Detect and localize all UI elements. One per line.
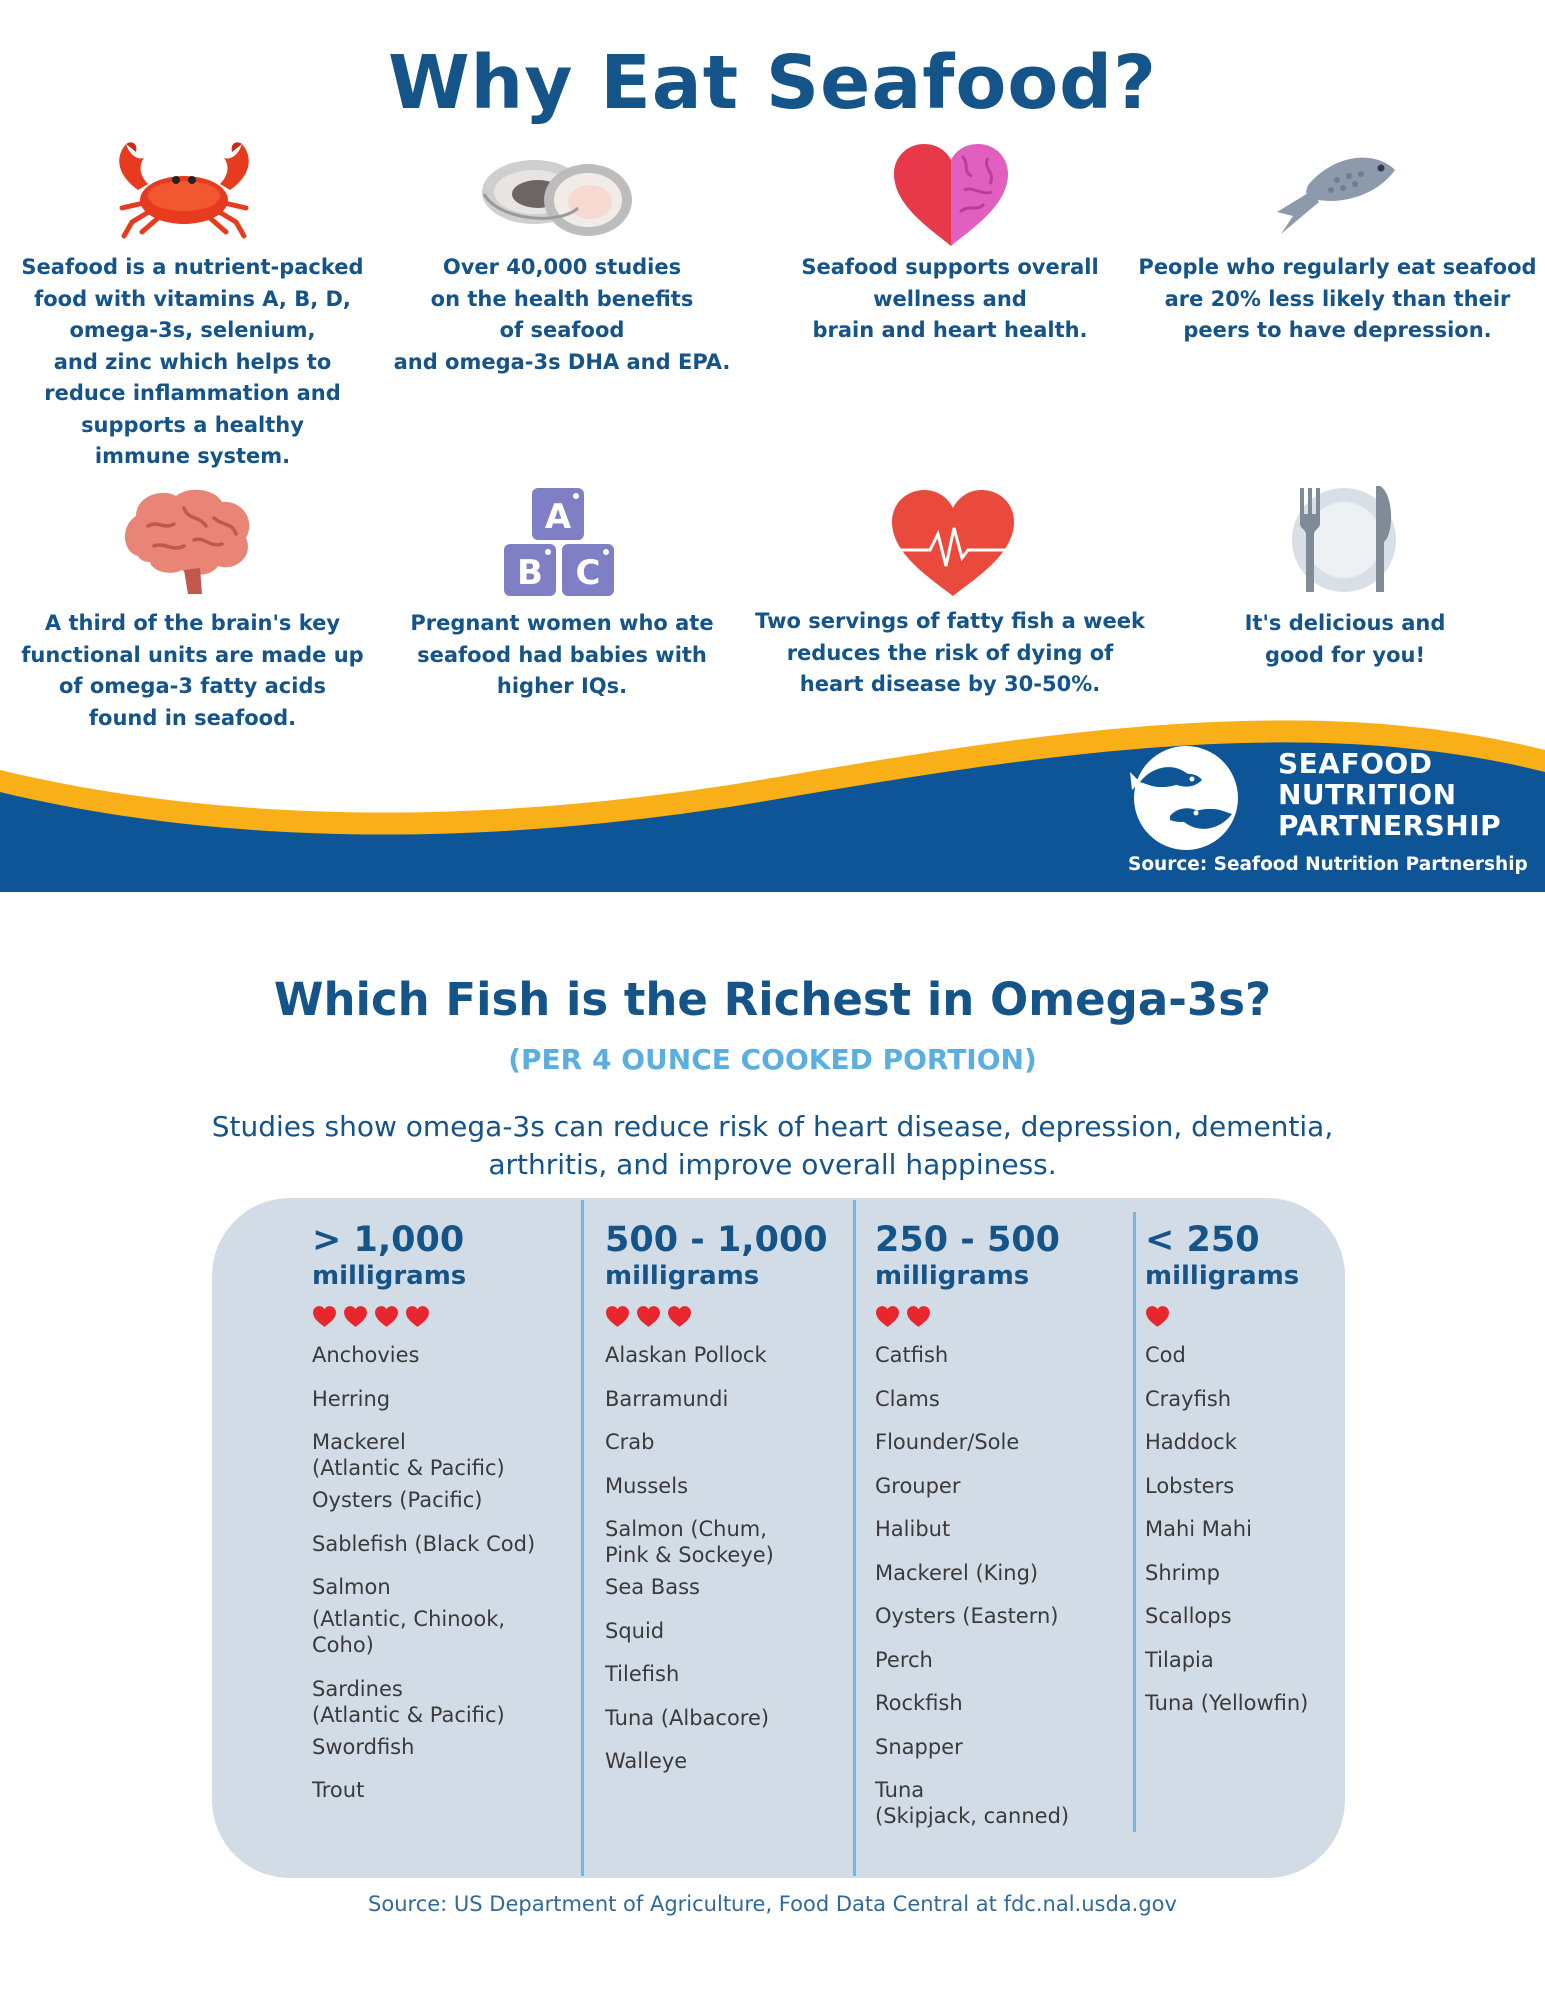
omega-section-subtitle: (PER 4 OUNCE COOKED PORTION): [508, 1043, 1037, 1076]
column-range: 250 - 500: [875, 1220, 1061, 1260]
seafood-nutrition-partnership-logo: [1130, 742, 1242, 854]
fact-studies: Over 40,000 studies on the health benefits of seafood and omega-3s DHA and EPA.: [393, 255, 731, 374]
column-divider: [853, 1200, 856, 1876]
fish-list: [605, 1342, 845, 1774]
list-item: Halibut: [875, 1517, 951, 1541]
list-item: Crayfish: [1145, 1386, 1232, 1411]
fish-list: [875, 1342, 1130, 1829]
list-item: Flounder/Sole: [875, 1430, 1020, 1454]
omega-section-title: Which Fish is the Richest in Omega-3s?: [273, 973, 1272, 1026]
crab-icon: [108, 136, 260, 240]
list-item: Mackerel (King): [875, 1560, 1039, 1585]
heart-rating: [312, 1300, 580, 1332]
heart-icon: [405, 1304, 430, 1329]
heart-icon: [906, 1304, 931, 1329]
list-item: Tilapia: [1145, 1647, 1214, 1672]
list-item: Anchovies: [312, 1343, 420, 1367]
abc-blocks-icon: [500, 484, 618, 600]
heart-icon: [343, 1304, 368, 1329]
fish-icon: [1275, 150, 1401, 236]
heart-icon: [605, 1304, 630, 1329]
heart-icon: [875, 1304, 900, 1329]
list-item: Perch: [875, 1647, 933, 1672]
brain-icon: [118, 486, 256, 598]
fish-list: [312, 1342, 580, 1803]
omega-section-description: Studies show omega-3s can reduce risk of heart disease, depression, dementia, arthritis, and improve overall happiness.: [211, 1110, 1334, 1181]
list-item: Sablefish (Black Cod): [312, 1531, 536, 1556]
list-item: Grouper: [875, 1473, 961, 1498]
fact-pregnancy: Pregnant women who ate seafood had babies with higher IQs.: [410, 611, 714, 698]
list-item: Snapper: [875, 1734, 963, 1759]
list-item: Catfish: [875, 1343, 949, 1367]
list-item: Alaskan Pollock: [605, 1343, 767, 1367]
heart-rating: [605, 1300, 845, 1332]
fact-wellness: Seafood supports overall wellness and brain and heart health.: [801, 255, 1099, 342]
heart-brain-icon: [892, 142, 1010, 248]
omega-column-under-250: [1145, 1220, 1340, 1734]
list-item: Mackerel (Atlantic & Pacific): [312, 1430, 505, 1480]
list-item: Swordfish: [312, 1734, 415, 1759]
heart-icon: [374, 1304, 399, 1329]
list-item: Salmon: [312, 1575, 391, 1599]
heart-rating: [875, 1300, 1130, 1332]
fact-heart-disease: Two servings of fatty fish a week reduces the risk of dying of heart disease by 30-50%.: [755, 609, 1145, 696]
fish-list: [1145, 1342, 1340, 1716]
page-title: Why Eat Seafood?: [387, 40, 1158, 126]
list-item: Cod: [1145, 1343, 1186, 1367]
column-unit: milligrams: [605, 1261, 760, 1291]
list-item: Haddock: [1145, 1430, 1237, 1454]
list-item: Shrimp: [1145, 1560, 1220, 1585]
list-item: Trout: [312, 1778, 365, 1802]
plate-fork-knife-icon: [1286, 484, 1402, 596]
column-divider: [1133, 1212, 1136, 1832]
omega-column-over-1000: [312, 1220, 580, 1821]
column-range: 500 - 1,000: [605, 1220, 828, 1260]
column-unit: milligrams: [1145, 1261, 1300, 1291]
list-item: Crab: [605, 1430, 655, 1454]
column-divider: [581, 1200, 584, 1876]
heart-icon: [1145, 1304, 1170, 1329]
list-item: Salmon (Chum, Pink & Sockeye): [605, 1517, 774, 1567]
list-item: Oysters (Eastern): [875, 1604, 1059, 1628]
fact-delicious: It's delicious and good for you!: [1244, 611, 1446, 667]
heart-rating: [1145, 1300, 1340, 1332]
list-item: Mahi Mahi: [1145, 1517, 1252, 1541]
svg-text:C: C: [575, 553, 601, 593]
heartbeat-icon: [884, 488, 1022, 598]
source-credit-top: Source: Seafood Nutrition Partnership: [1128, 854, 1528, 875]
heart-icon: [667, 1304, 692, 1329]
brand-name: SEAFOOD NUTRITION PARTNERSHIP: [1278, 747, 1502, 842]
list-item: Herring: [312, 1386, 391, 1411]
svg-text:B: B: [517, 553, 543, 593]
heart-icon: [636, 1304, 661, 1329]
fact-nutrients: Seafood is a nutrient-packed food with vitamins A, B, D, omega-3s, selenium, and zinc which helps to reduce inflammation and supports a healthy immune system.: [21, 255, 364, 468]
list-item: Mussels: [605, 1473, 689, 1498]
omega-column-500-1000: [605, 1220, 845, 1792]
column-range: < 250: [1145, 1220, 1260, 1260]
column-unit: milligrams: [312, 1261, 467, 1291]
list-item: Scallops: [1145, 1604, 1232, 1628]
list-item: Tuna (Skipjack, canned): [875, 1778, 1070, 1828]
fact-depression: People who regularly eat seafood are 20% less likely than their peers to have depression.: [1138, 255, 1537, 342]
column-range: > 1,000: [312, 1220, 465, 1260]
list-item: (Atlantic, Chinook, Coho): [312, 1607, 506, 1657]
list-item: Lobsters: [1145, 1473, 1235, 1498]
list-item: Tilefish: [605, 1662, 680, 1686]
svg-text:A: A: [544, 497, 572, 537]
list-item: Oysters (Pacific): [312, 1488, 483, 1512]
source-credit-bottom: Source: US Department of Agriculture, Food Data Central at fdc.nal.usda.gov: [368, 1892, 1177, 1916]
fact-brain: A third of the brain's key functional units are made up of omega-3 fatty acids found in seafood.: [21, 611, 364, 730]
list-item: Sardines (Atlantic & Pacific): [312, 1676, 505, 1727]
list-item: Rockfish: [875, 1691, 963, 1715]
list-item: Clams: [875, 1386, 940, 1411]
list-item: Barramundi: [605, 1386, 729, 1411]
list-item: Sea Bass: [605, 1575, 700, 1599]
list-item: Tuna (Albacore): [605, 1705, 770, 1730]
heart-icon: [312, 1304, 337, 1329]
omega-column-250-500: [875, 1220, 1130, 1847]
list-item: Squid: [605, 1618, 665, 1643]
column-unit: milligrams: [875, 1261, 1030, 1291]
list-item: Tuna (Yellowfin): [1145, 1691, 1309, 1715]
list-item: Walleye: [605, 1749, 688, 1773]
oyster-icon: [478, 146, 638, 242]
